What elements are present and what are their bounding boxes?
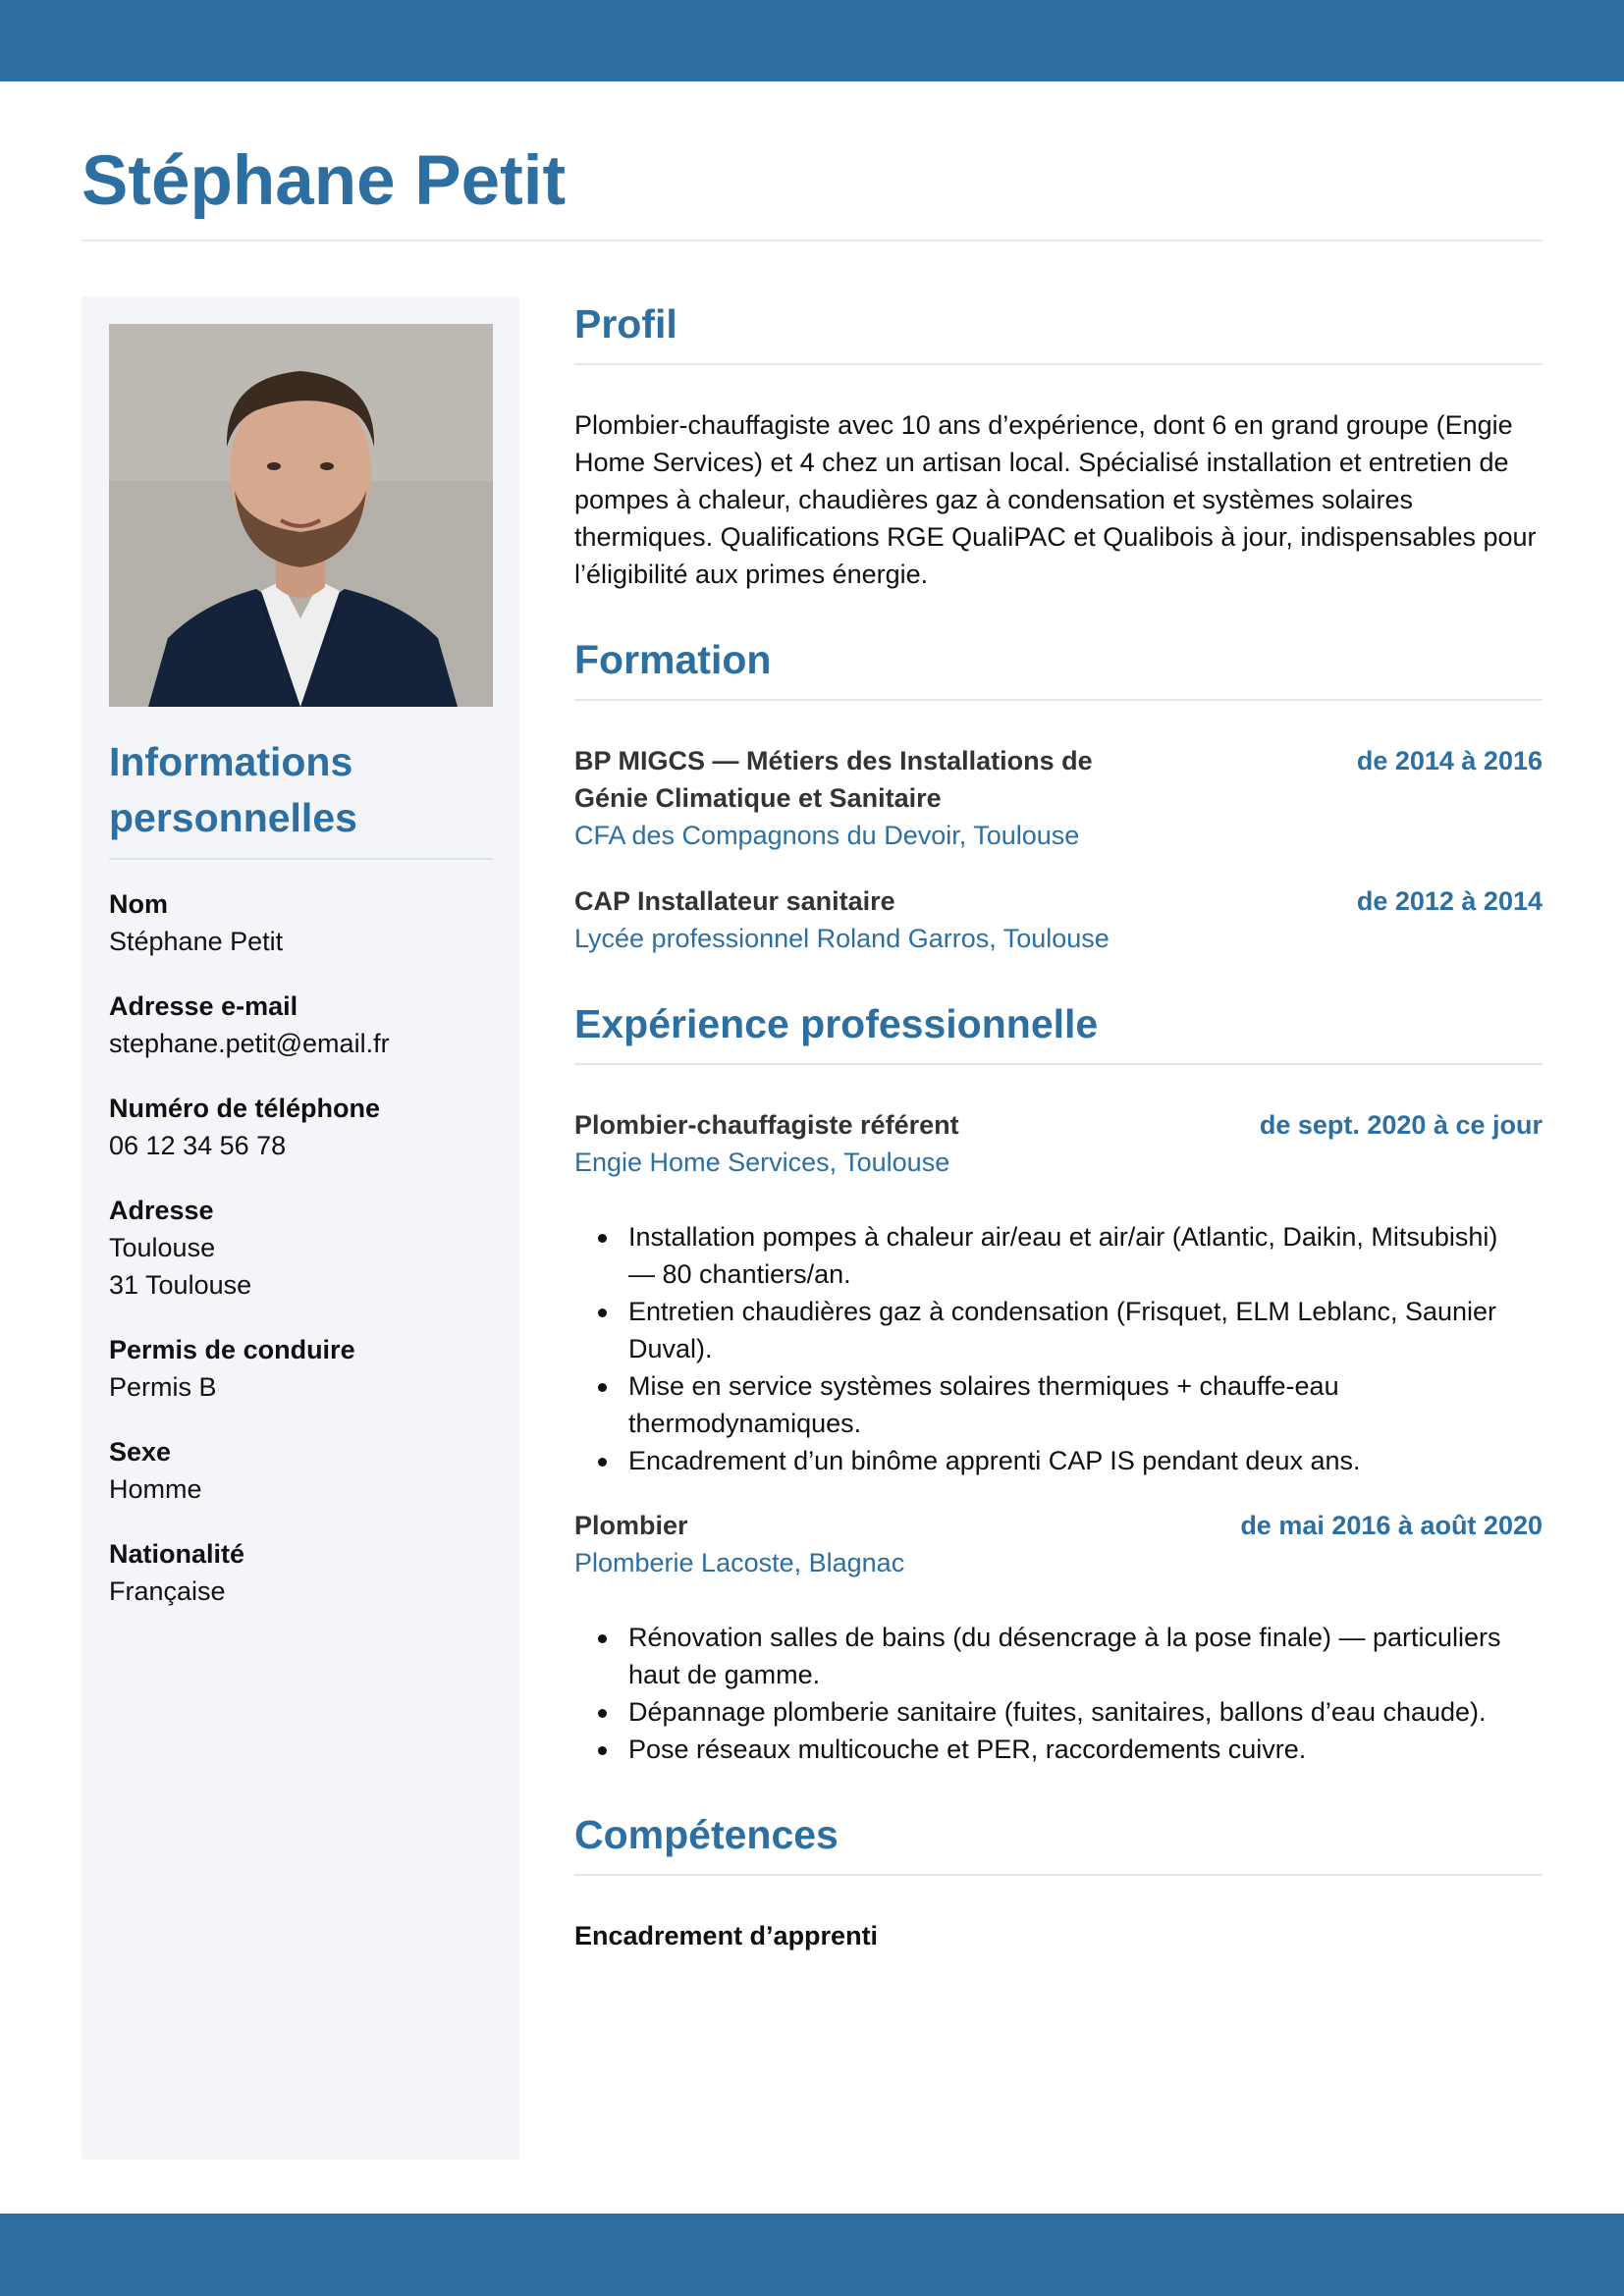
entry-organization: Lycée professionnel Roland Garros, Toulouse (574, 924, 1110, 953)
info-value: Homme (109, 1474, 202, 1504)
portrait-illustration (109, 324, 493, 707)
section-title-profile: Profil (574, 301, 677, 347)
section-title-education: Formation (574, 637, 772, 682)
section-divider (574, 699, 1543, 701)
entry-title: Plombier-chauffagiste référent (574, 1110, 959, 1140)
entry-date: de 2012 à 2014 (1356, 886, 1543, 916)
entry-date: de sept. 2020 à ce jour (1259, 1110, 1543, 1140)
sidebar-divider (109, 858, 493, 860)
bottom-color-band (0, 2214, 1624, 2296)
personal-info-list (109, 885, 502, 1637)
entry-date: de 2014 à 2016 (1356, 746, 1543, 775)
entry-organization: Engie Home Services, Toulouse (574, 1148, 950, 1177)
info-item-email (109, 988, 502, 1062)
responsibility-list (574, 1218, 1543, 1479)
entry-title-line: BP MIGCS — Métiers des Installations de (574, 746, 1093, 775)
entry-title (574, 742, 1093, 817)
entry-date: de mai 2016 à août 2020 (1240, 1511, 1543, 1540)
list-item: Entretien chaudières gaz à condensation (Frisquet, ELM Leblanc, Saunier Duval). (628, 1293, 1543, 1367)
section-divider (574, 1874, 1543, 1876)
info-item-phone (109, 1090, 502, 1164)
list-item: Mise en service systèmes solaires thermiques + chauffe-eau thermodynamiques. (628, 1367, 1543, 1442)
info-label: Nationalité (109, 1539, 245, 1569)
list-item: Dépannage plomberie sanitaire (fuites, sanitaires, ballons d’eau chaude). (628, 1693, 1543, 1731)
info-label: Sexe (109, 1437, 172, 1467)
info-item-gender (109, 1433, 502, 1508)
info-value: Permis B (109, 1372, 217, 1402)
entry-title-line: Génie Climatique et Sanitaire (574, 783, 942, 813)
info-item-license (109, 1331, 502, 1406)
info-label: Adresse e-mail (109, 991, 298, 1021)
entry-title: Plombier (574, 1511, 688, 1540)
education-entry (574, 742, 1543, 854)
education-entry (574, 882, 1543, 957)
info-item-name (109, 885, 502, 960)
list-item: Installation pompes à chaleur air/eau et air/air (Atlantic, Daikin, Mitsubishi) — 80 chantiers/an. (628, 1218, 1543, 1293)
responsibility-list (574, 1619, 1543, 1768)
section-title-experience: Expérience professionnelle (574, 1001, 1099, 1046)
section-title-skills: Compétences (574, 1812, 839, 1857)
info-item-address (109, 1192, 502, 1304)
skill-item: Encadrement d’apprenti (574, 1921, 879, 1950)
info-label: Permis de conduire (109, 1335, 355, 1364)
info-value: stephane.petit@email.fr (109, 1029, 390, 1058)
entry-organization: Plomberie Lacoste, Blagnac (574, 1548, 905, 1577)
list-item: Rénovation salles de bains (du désencrage à la pose finale) — particuliers haut de gamme. (628, 1619, 1543, 1693)
main-content (574, 296, 1543, 1954)
info-label: Nom (109, 889, 168, 919)
list-item: Pose réseaux multicouche et PER, raccordements cuivre. (628, 1731, 1543, 1768)
entry-title: CAP Installateur sanitaire (574, 886, 895, 916)
info-value: Française (109, 1576, 226, 1606)
experience-entry (574, 1106, 1543, 1479)
info-value: Toulouse (109, 1233, 216, 1262)
info-value: Stéphane Petit (109, 927, 284, 956)
profile-section (574, 296, 1543, 593)
top-color-band (0, 0, 1624, 81)
info-label: Adresse (109, 1196, 214, 1225)
info-value: 31 Toulouse (109, 1270, 252, 1300)
list-item: Encadrement d’un binôme apprenti CAP IS pendant deux ans. (628, 1442, 1543, 1479)
info-item-nationality (109, 1535, 502, 1610)
info-label: Numéro de téléphone (109, 1094, 381, 1123)
info-value: 06 12 34 56 78 (109, 1131, 287, 1160)
profile-photo (109, 324, 493, 707)
entry-organization: CFA des Compagnons du Devoir, Toulouse (574, 821, 1080, 850)
sidebar-heading: Informations personnelles (109, 739, 357, 840)
candidate-name: Stéphane Petit (81, 142, 567, 220)
header-divider (81, 240, 1543, 241)
experience-entry (574, 1507, 1543, 1768)
experience-section (574, 996, 1543, 1768)
skills-section (574, 1807, 1543, 1954)
section-divider (574, 1063, 1543, 1065)
education-section (574, 632, 1543, 957)
section-divider (574, 363, 1543, 365)
profile-summary: Plombier-chauffagiste avec 10 ans d’expérience, dont 6 en grand groupe (Engie Home Services) et 4 chez un artisan local. Spécialisé installation et entretien de pompes à chaleur, chaudières gaz à condensation et systèmes solaires thermiques. Qualifications RGE QualiPAC et Qualibois à jour, indispensables pour l’éligibilité aux primes énergie. (574, 410, 1537, 589)
